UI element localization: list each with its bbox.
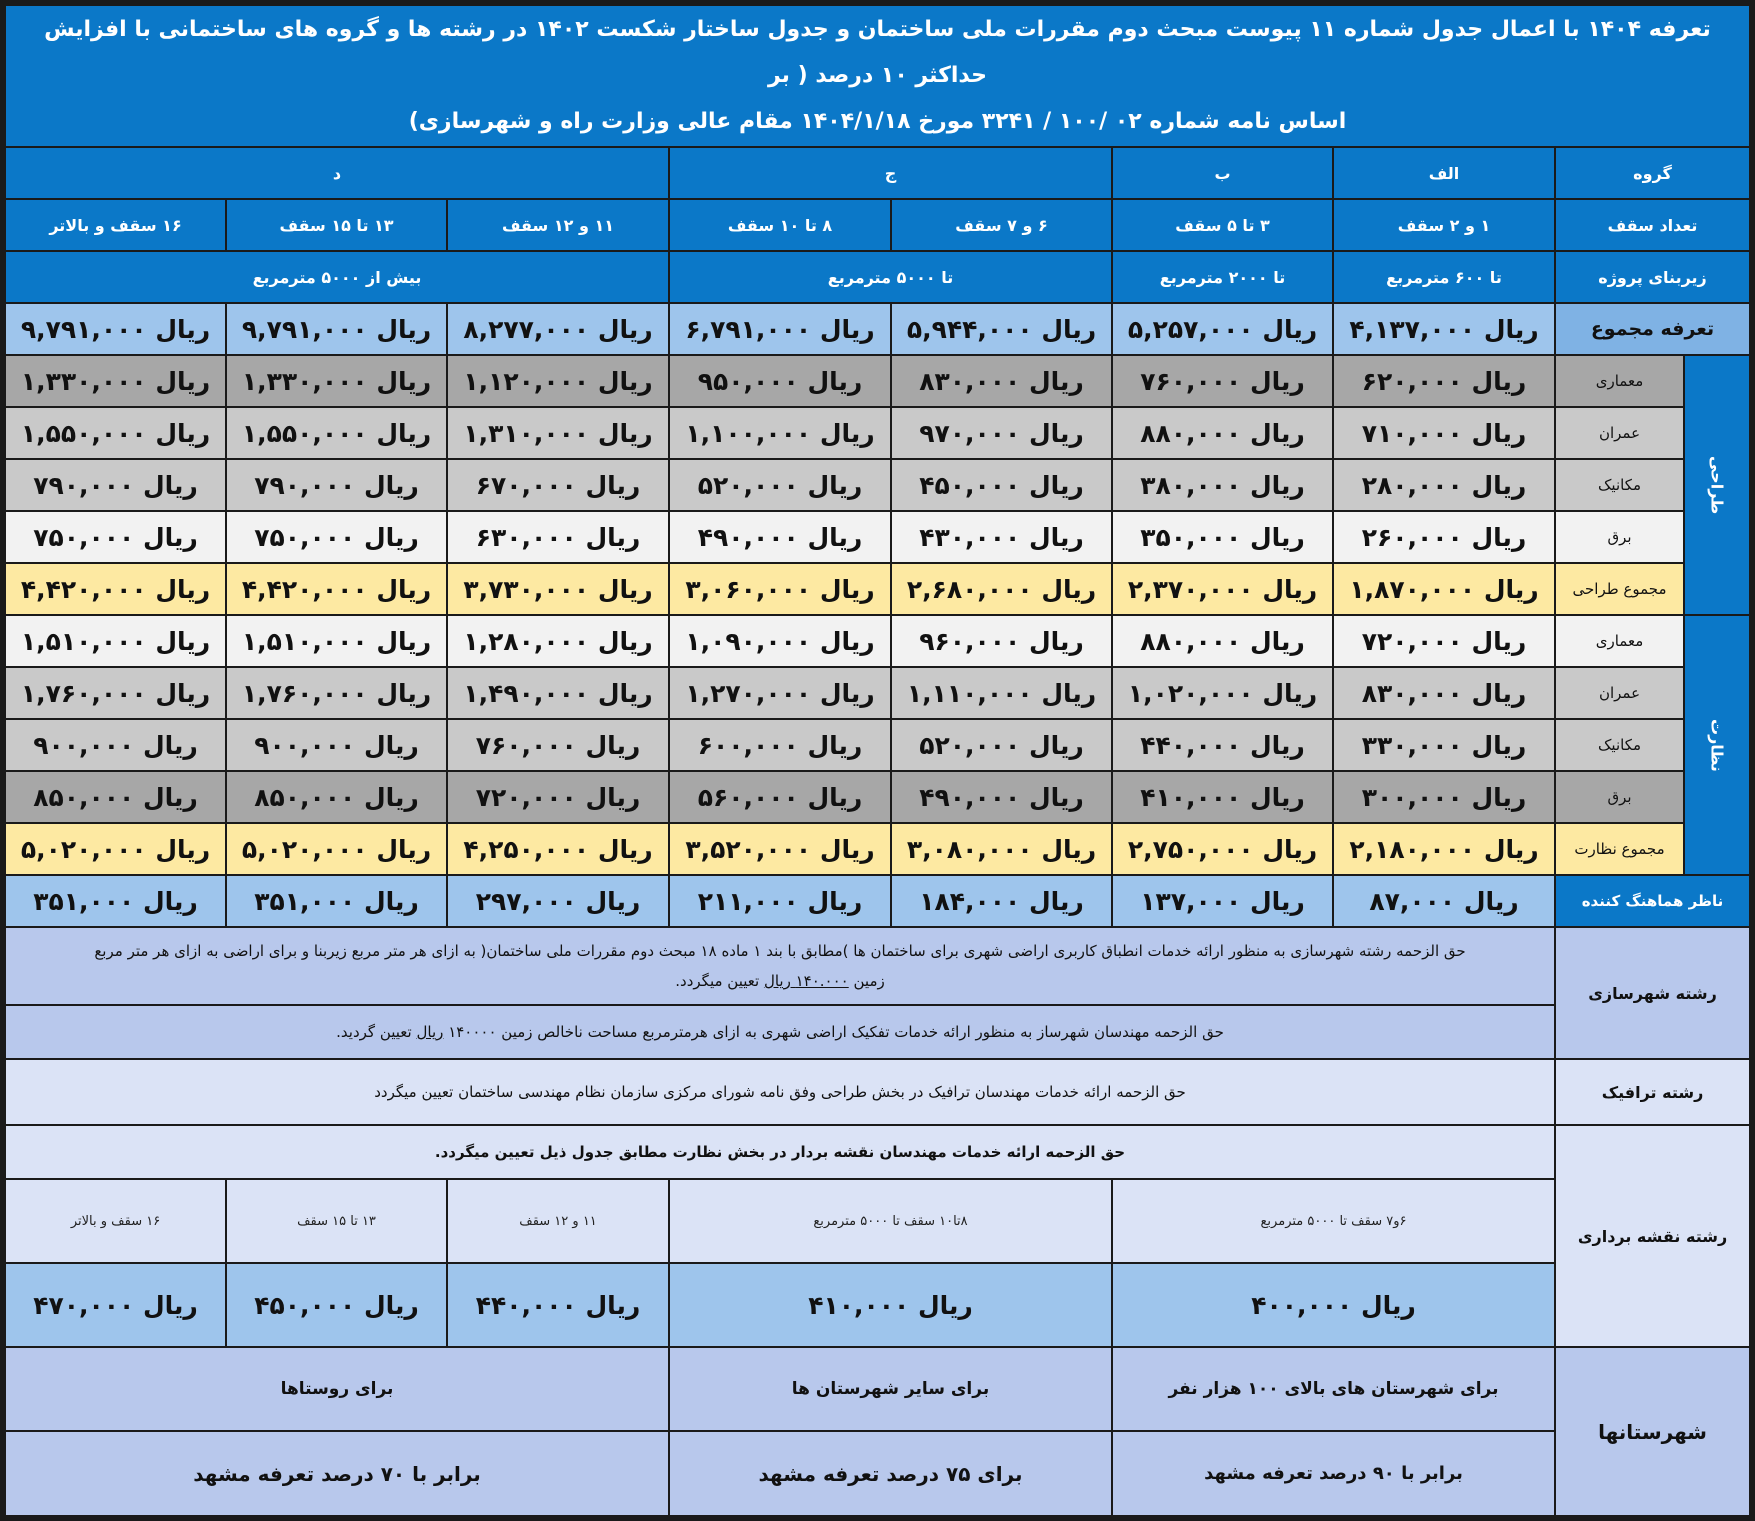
total-tariff-cell: ریال ۵,۹۴۴,۰۰۰ [892, 304, 1111, 354]
note-text: حق الزحمه مهندسان شهرساز به منظور ارائه خدمات تفکیک اراضی شهری به ازای هرمترمربع مساحت ناخالص زمین ۱۴۰۰۰۰ [448, 1023, 1224, 1041]
floors-col-5: ۱۱ و ۱۲ سقف [448, 200, 668, 250]
design-total-cell: ریال ۳,۷۳۰,۰۰۰ [448, 564, 668, 614]
sheet-title-line2: اساس نامه شماره ۰۲ /۱۰۰ / ۳۲۴۱ مورخ ۱۴۰۴/۱/۱۸ مقام عالی وزارت راه و شهرسازی) [408, 109, 1347, 134]
design-cell: ریال ۵۲۰,۰۰۰ [670, 460, 890, 510]
supervision-cell: ریال ۷۲۰,۰۰۰ [1334, 616, 1554, 666]
supervision-cell: ریال ۱,۱۱۰,۰۰۰ [892, 668, 1111, 718]
supervision-total-cell: ریال ۳,۵۲۰,۰۰۰ [670, 824, 890, 874]
counties-value: برای ۷۵ درصد تعرفه مشهد [670, 1432, 1111, 1515]
supervision-cell: ریال ۱,۴۹۰,۰۰۰ [448, 668, 668, 718]
supervision-cell: ریال ۹۶۰,۰۰۰ [892, 616, 1111, 666]
design-cell: ریال ۳۵۰,۰۰۰ [1113, 512, 1332, 562]
coordinator-cell: ریال ۸۷,۰۰۰ [1334, 876, 1554, 926]
design-cell: ریال ۹۵۰,۰۰۰ [670, 356, 890, 406]
area-col-3: تا ۵۰۰۰ مترمربع [670, 252, 1111, 302]
surveying-category: ۶و۷ سقف تا ۵۰۰۰ مترمربع [1113, 1180, 1554, 1262]
supervision-cell: ریال ۹۰۰,۰۰۰ [6, 720, 225, 770]
note-unit: ریال [416, 1023, 444, 1041]
urban-planning-note-1-line2 [675, 966, 884, 996]
supervision-section-text: نظارت [1707, 718, 1727, 772]
design-cell: ریال ۱,۵۵۰,۰۰۰ [227, 408, 446, 458]
supervision-cell: ریال ۸۳۰,۰۰۰ [1334, 668, 1554, 718]
design-total-cell: ریال ۴,۴۲۰,۰۰۰ [6, 564, 225, 614]
supervision-cell: ریال ۹۰۰,۰۰۰ [227, 720, 446, 770]
floors-col-3: ۶ و ۷ سقف [892, 200, 1111, 250]
total-tariff-cell: ریال ۹,۷۹۱,۰۰۰ [227, 304, 446, 354]
design-cell: ریال ۴۵۰,۰۰۰ [892, 460, 1111, 510]
counties-header: برای شهرستان های بالای ۱۰۰ هزار نفر [1113, 1348, 1554, 1430]
design-cell: ریال ۱,۳۳۰,۰۰۰ [6, 356, 225, 406]
area-col-1: تا ۶۰۰ مترمربع [1334, 252, 1554, 302]
sheet-title-line1: تعرفه ۱۴۰۴ با اعمال جدول شماره ۱۱ پیوست مبحث دوم مقررات ملی ساختمان و جدول ساختار شکست ۱۴۰۲ در رشته ها و گروه های ساختمانی با افزایش حداکثر ۱۰ درصد ( بر [44, 17, 1711, 88]
sheet-title [6, 6, 1749, 146]
design-row-label: برق [1556, 512, 1683, 562]
design-row-label: معماری [1556, 356, 1683, 406]
design-cell: ریال ۳۸۰,۰۰۰ [1113, 460, 1332, 510]
coordinator-cell: ریال ۱۸۴,۰۰۰ [892, 876, 1111, 926]
supervision-total-cell: ریال ۲,۱۸۰,۰۰۰ [1334, 824, 1554, 874]
design-cell: ریال ۷۹۰,۰۰۰ [227, 460, 446, 510]
supervision-section-label [1685, 616, 1749, 874]
design-cell: ریال ۴۹۰,۰۰۰ [670, 512, 890, 562]
surveying-category: ۱۶ سقف و بالاتر [6, 1180, 225, 1262]
design-cell: ریال ۷۹۰,۰۰۰ [6, 460, 225, 510]
design-cell: ریال ۲۶۰,۰۰۰ [1334, 512, 1554, 562]
design-cell: ریال ۱,۳۱۰,۰۰۰ [448, 408, 668, 458]
design-cell: ریال ۶۳۰,۰۰۰ [448, 512, 668, 562]
note-text: تعیین میگردد. [675, 972, 760, 990]
supervision-cell: ریال ۱,۲۸۰,۰۰۰ [448, 616, 668, 666]
supervision-total-cell: ریال ۵,۰۲۰,۰۰۰ [6, 824, 225, 874]
supervision-cell: ریال ۱,۷۶۰,۰۰۰ [6, 668, 225, 718]
surveying-category: ۱۳ تا ۱۵ سقف [227, 1180, 446, 1262]
area-col-2: تا ۲۰۰۰ مترمربع [1113, 252, 1332, 302]
design-cell: ریال ۱,۱۲۰,۰۰۰ [448, 356, 668, 406]
supervision-total-cell: ریال ۳,۰۸۰,۰۰۰ [892, 824, 1111, 874]
area-col-4: بیش از ۵۰۰۰ مترمربع [6, 252, 668, 302]
supervision-row-label: عمران [1556, 668, 1683, 718]
total-tariff-label: تعرفه مجموع [1556, 304, 1749, 354]
design-row-label: عمران [1556, 408, 1683, 458]
floors-col-7: ۱۶ سقف و بالاتر [6, 200, 225, 250]
supervision-cell: ریال ۴۹۰,۰۰۰ [892, 772, 1111, 822]
supervision-row-label: معماری [1556, 616, 1683, 666]
area-label: زیربنای پروژه [1556, 252, 1749, 302]
supervision-cell: ریال ۳۳۰,۰۰۰ [1334, 720, 1554, 770]
design-cell: ریال ۹۷۰,۰۰۰ [892, 408, 1111, 458]
supervision-cell: ریال ۱,۵۱۰,۰۰۰ [6, 616, 225, 666]
counties-value: برابر با ۷۰ درصد تعرفه مشهد [6, 1432, 668, 1515]
surveying-value: ریال ۴۵۰,۰۰۰ [227, 1264, 446, 1346]
surveying-category: ۱۱ و ۱۲ سقف [448, 1180, 668, 1262]
traffic-note: حق الزحمه ارائه خدمات مهندسان ترافیک در بخش طراحی وفق نامه شورای مرکزی سازمان نظام مهندسی ساختمان تعیین میگردد [6, 1060, 1554, 1124]
design-total-cell: ریال ۱,۸۷۰,۰۰۰ [1334, 564, 1554, 614]
note-amount: ۱۴۰.۰۰۰ ریال [763, 972, 849, 990]
surveying-value: ریال ۴۷۰,۰۰۰ [6, 1264, 225, 1346]
supervision-cell: ریال ۸۵۰,۰۰۰ [6, 772, 225, 822]
group-jim: ج [670, 148, 1111, 198]
counties-label: شهرستانها [1556, 1348, 1749, 1515]
group-be: ب [1113, 148, 1332, 198]
coordinator-cell: ریال ۲۹۷,۰۰۰ [448, 876, 668, 926]
surveying-value: ریال ۴۴۰,۰۰۰ [448, 1264, 668, 1346]
total-tariff-cell: ریال ۹,۷۹۱,۰۰۰ [6, 304, 225, 354]
design-cell: ریال ۷۶۰,۰۰۰ [1113, 356, 1332, 406]
supervision-total-cell: ریال ۲,۷۵۰,۰۰۰ [1113, 824, 1332, 874]
coordinator-cell: ریال ۱۳۷,۰۰۰ [1113, 876, 1332, 926]
floors-col-4: ۸ تا ۱۰ سقف [670, 200, 890, 250]
coordinator-label: ناظر هماهنگ کننده [1556, 876, 1749, 926]
design-cell: ریال ۱,۳۳۰,۰۰۰ [227, 356, 446, 406]
design-total-cell: ریال ۲,۶۸۰,۰۰۰ [892, 564, 1111, 614]
design-total-cell: ریال ۲,۳۷۰,۰۰۰ [1113, 564, 1332, 614]
urban-planning-note-1 [6, 928, 1554, 1004]
supervision-row-label: برق [1556, 772, 1683, 822]
supervision-cell: ریال ۷۲۰,۰۰۰ [448, 772, 668, 822]
design-cell: ریال ۸۳۰,۰۰۰ [892, 356, 1111, 406]
counties-header: برای سایر شهرستان ها [670, 1348, 1111, 1430]
surveying-value: ریال ۴۰۰,۰۰۰ [1113, 1264, 1554, 1346]
supervision-cell: ریال ۱,۲۷۰,۰۰۰ [670, 668, 890, 718]
supervision-row-label: مکانیک [1556, 720, 1683, 770]
supervision-cell: ریال ۴۱۰,۰۰۰ [1113, 772, 1332, 822]
counties-header: برای روستاها [6, 1348, 668, 1430]
coordinator-cell: ریال ۳۵۱,۰۰۰ [227, 876, 446, 926]
supervision-total-cell: ریال ۵,۰۲۰,۰۰۰ [227, 824, 446, 874]
supervision-cell: ریال ۱,۰۲۰,۰۰۰ [1113, 668, 1332, 718]
supervision-cell: ریال ۸۵۰,۰۰۰ [227, 772, 446, 822]
design-total-cell: ریال ۴,۴۲۰,۰۰۰ [227, 564, 446, 614]
design-section-text: طراحی [1707, 455, 1727, 515]
floors-col-2: ۳ تا ۵ سقف [1113, 200, 1332, 250]
design-total-cell: ریال ۳,۰۶۰,۰۰۰ [670, 564, 890, 614]
urban-planning-label: رشته شهرسازی [1556, 928, 1749, 1058]
design-cell: ریال ۶۷۰,۰۰۰ [448, 460, 668, 510]
surveying-note: حق الزحمه ارائه خدمات مهندسان نقشه بردار در بخش نظارت مطابق جدول ذیل تعیین میگردد. [6, 1126, 1554, 1178]
floors-col-1: ۱ و ۲ سقف [1334, 200, 1554, 250]
supervision-cell: ریال ۷۶۰,۰۰۰ [448, 720, 668, 770]
group-alef: الف [1334, 148, 1554, 198]
total-tariff-cell: ریال ۵,۲۵۷,۰۰۰ [1113, 304, 1332, 354]
supervision-total-label: مجموع نظارت [1556, 824, 1683, 874]
design-cell: ریال ۷۵۰,۰۰۰ [227, 512, 446, 562]
supervision-cell: ریال ۵۲۰,۰۰۰ [892, 720, 1111, 770]
floors-col-6: ۱۳ تا ۱۵ سقف [227, 200, 446, 250]
surveying-label: رشته نقشه برداری [1556, 1126, 1749, 1346]
design-total-label: مجموع طراحی [1556, 564, 1683, 614]
total-tariff-cell: ریال ۶,۷۹۱,۰۰۰ [670, 304, 890, 354]
total-tariff-cell: ریال ۸,۲۷۷,۰۰۰ [448, 304, 668, 354]
supervision-total-cell: ریال ۴,۲۵۰,۰۰۰ [448, 824, 668, 874]
supervision-cell: ریال ۱,۷۶۰,۰۰۰ [227, 668, 446, 718]
design-cell: ریال ۷۵۰,۰۰۰ [6, 512, 225, 562]
note-text: زمین [853, 972, 885, 990]
coordinator-cell: ریال ۲۱۱,۰۰۰ [670, 876, 890, 926]
design-cell: ریال ۱,۵۵۰,۰۰۰ [6, 408, 225, 458]
supervision-cell: ریال ۱,۰۹۰,۰۰۰ [670, 616, 890, 666]
supervision-cell: ریال ۳۰۰,۰۰۰ [1334, 772, 1554, 822]
urban-planning-note-1-line1: حق الزحمه رشته شهرسازی به منظور ارائه خدمات انطباق کاربری اراضی شهری برای ساختمان ها )مطابق با بند ۱ ماده ۱۸ مبحث دوم مقررات ملی ساختمان( به ازای هر متر مربع زیربنا و برای اراضی به ازای هر متر مربع [94, 942, 1466, 960]
design-cell: ریال ۷۱۰,۰۰۰ [1334, 408, 1554, 458]
supervision-cell: ریال ۵۶۰,۰۰۰ [670, 772, 890, 822]
design-cell: ریال ۶۲۰,۰۰۰ [1334, 356, 1554, 406]
supervision-cell: ریال ۸۸۰,۰۰۰ [1113, 616, 1332, 666]
coordinator-cell: ریال ۳۵۱,۰۰۰ [6, 876, 225, 926]
design-cell: ریال ۸۸۰,۰۰۰ [1113, 408, 1332, 458]
design-section-label [1685, 356, 1749, 614]
design-cell: ریال ۲۸۰,۰۰۰ [1334, 460, 1554, 510]
design-cell: ریال ۴۳۰,۰۰۰ [892, 512, 1111, 562]
traffic-label: رشته ترافیک [1556, 1060, 1749, 1124]
surveying-category: ۸تا۱۰ سقف تا ۵۰۰۰ مترمربع [670, 1180, 1111, 1262]
design-cell: ریال ۱,۱۰۰,۰۰۰ [670, 408, 890, 458]
total-tariff-cell: ریال ۴,۱۳۷,۰۰۰ [1334, 304, 1554, 354]
design-row-label: مکانیک [1556, 460, 1683, 510]
supervision-cell: ریال ۶۰۰,۰۰۰ [670, 720, 890, 770]
group-dal: د [6, 148, 668, 198]
floors-label: تعداد سقف [1556, 200, 1749, 250]
surveying-value: ریال ۴۱۰,۰۰۰ [670, 1264, 1111, 1346]
urban-planning-note-2 [6, 1006, 1554, 1058]
group-label: گروه [1556, 148, 1749, 198]
counties-value: برابر با ۹۰ درصد تعرفه مشهد [1113, 1432, 1554, 1515]
note-text: تعیین گردید. [336, 1023, 412, 1041]
supervision-cell: ریال ۱,۵۱۰,۰۰۰ [227, 616, 446, 666]
supervision-cell: ریال ۴۴۰,۰۰۰ [1113, 720, 1332, 770]
